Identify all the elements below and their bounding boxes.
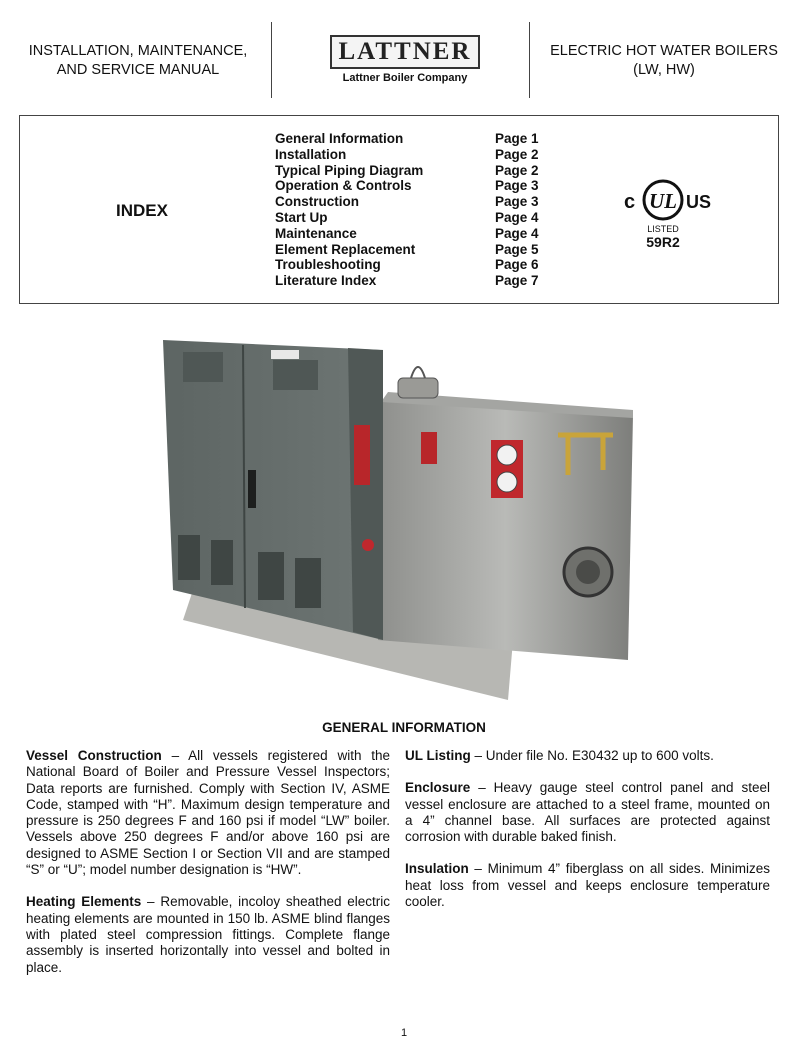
toc-row[interactable] (275, 226, 565, 242)
toc-title: Operation & Controls (275, 178, 412, 194)
louver-vent (258, 552, 284, 600)
right-column (405, 748, 770, 926)
toc-title: Installation (275, 146, 347, 162)
status-light-icon (362, 539, 374, 551)
toc-page: Page 4 (495, 209, 539, 225)
boiler-photo (163, 340, 633, 700)
index-box (19, 115, 779, 304)
paragraph-text: – Removable, incoloy sheathed electric heating elements are mounted in 150 lb. ASME blind flanges with plated steel compression fittings. Complete flange assembly is inserted horizontally into vessel and bolted in place. (26, 894, 390, 975)
toc-page: Page 4 (495, 225, 539, 241)
louver-vent (273, 360, 318, 390)
paragraph-heading: Heating Elements (26, 894, 142, 910)
ul-mark-code: 59R2 (646, 234, 680, 250)
toc-title: Start Up (275, 209, 328, 225)
insulation-paragraph (405, 861, 770, 910)
toc-row[interactable] (275, 273, 565, 289)
index-label: INDEX (116, 201, 168, 220)
toc-page: Page 3 (495, 178, 539, 194)
header-divider-left (271, 22, 272, 98)
toc-title: Maintenance (275, 225, 357, 241)
table-of-contents (275, 131, 565, 289)
toc-row[interactable] (275, 257, 565, 273)
section-title: GENERAL INFORMATION (322, 720, 486, 735)
toc-row[interactable] (275, 210, 565, 226)
toc-page: Page 2 (495, 162, 539, 178)
lift-handle (411, 367, 425, 378)
ul-listed-mark (620, 178, 730, 250)
paragraph-text: – Minimum 4” fiberglass on all sides. Minimizes heat loss from vessel and keeps enclosure temperature cooler. (405, 861, 770, 910)
ul-mark-listed: LISTED (647, 224, 679, 234)
ul-mark-c: c (624, 191, 636, 213)
warning-placard (421, 432, 437, 464)
toc-page: Page 2 (495, 146, 539, 162)
paragraph-heading: Enclosure (405, 780, 471, 796)
toc-row[interactable] (275, 131, 565, 147)
ul-listing-paragraph (405, 748, 770, 764)
toc-title: Literature Index (275, 273, 377, 289)
header-right-line2: (LW, HW) (633, 62, 695, 78)
indicator-panel (354, 425, 370, 485)
enclosure-paragraph (405, 780, 770, 845)
paragraph-text: – Heavy gauge steel control panel and steel vessel enclosure are attached to a steel frame, mounted on a 4” channel base. All surfaces are protected against corrosion with durable baked finish. (405, 780, 770, 845)
toc-row[interactable] (275, 242, 565, 258)
louver-vent (183, 352, 223, 382)
cabinet-side-panel (348, 348, 383, 640)
toc-row[interactable] (275, 147, 565, 163)
toc-page: Page 5 (495, 241, 539, 257)
temperature-gauge-icon (497, 472, 517, 492)
vessel-construction-paragraph (26, 748, 390, 878)
toc-title: Troubleshooting (275, 257, 381, 273)
logo-subtitle: Lattner Boiler Company (342, 72, 468, 84)
page-number: 1 (400, 1027, 408, 1039)
toc-page: Page 7 (495, 273, 539, 289)
toc-row[interactable] (275, 178, 565, 194)
louver-vent (178, 535, 200, 580)
toc-page: Page 3 (495, 194, 539, 210)
manway-cover (398, 378, 438, 398)
toc-page: Page 6 (495, 257, 539, 273)
heating-elements-paragraph (26, 894, 390, 975)
header-left-line2: AND SERVICE MANUAL (56, 62, 220, 78)
paragraph-heading: Vessel Construction (26, 748, 162, 763)
louver-vent (295, 558, 321, 608)
disconnect-handle (248, 470, 256, 508)
paragraph-text: – Under file No. E30432 up to 600 volts. (470, 748, 714, 763)
paragraph-heading: UL Listing (405, 748, 471, 763)
ul-mark-ul: UL (649, 189, 677, 213)
toc-title: Construction (275, 194, 359, 210)
lattner-logo (310, 33, 500, 93)
header-manual-title (20, 42, 256, 80)
toc-title: Typical Piping Diagram (275, 162, 424, 178)
header-product-title (530, 42, 798, 80)
logo-wordmark: LATTNER (330, 35, 479, 69)
toc-row[interactable] (275, 163, 565, 179)
paragraph-heading: Insulation (405, 861, 469, 877)
toc-row[interactable] (275, 194, 565, 210)
nameplate (271, 350, 299, 359)
flange-center (576, 560, 600, 584)
header-left-line1: INSTALLATION, MAINTENANCE, (28, 43, 248, 59)
toc-title: General Information (275, 131, 404, 146)
paragraph-text: – All vessels registered with the National Board of Boiler and Pressure Vessel Inspectors; Data reports are furnished. Comply with Section IV, ASME Code, stamped with “H”. Maximum design temperature and pressure is 250 degrees F and 160 psi if model “LW” boiler. Vessels above 250 degrees F and/or above 160 psi are designed to ASME Section I or Section VII and are stamped “S” or “U”; model number designation is “HW”. (26, 748, 390, 878)
ul-mark-us: US (686, 192, 712, 212)
vessel-enclosure (378, 400, 633, 660)
toc-page: Page 1 (495, 131, 539, 146)
pressure-gauge-icon (497, 445, 517, 465)
header-right-line1: ELECTRIC HOT WATER BOILERS (550, 43, 778, 59)
left-column (26, 748, 390, 992)
louver-vent (211, 540, 233, 585)
toc-title: Element Replacement (275, 241, 416, 257)
